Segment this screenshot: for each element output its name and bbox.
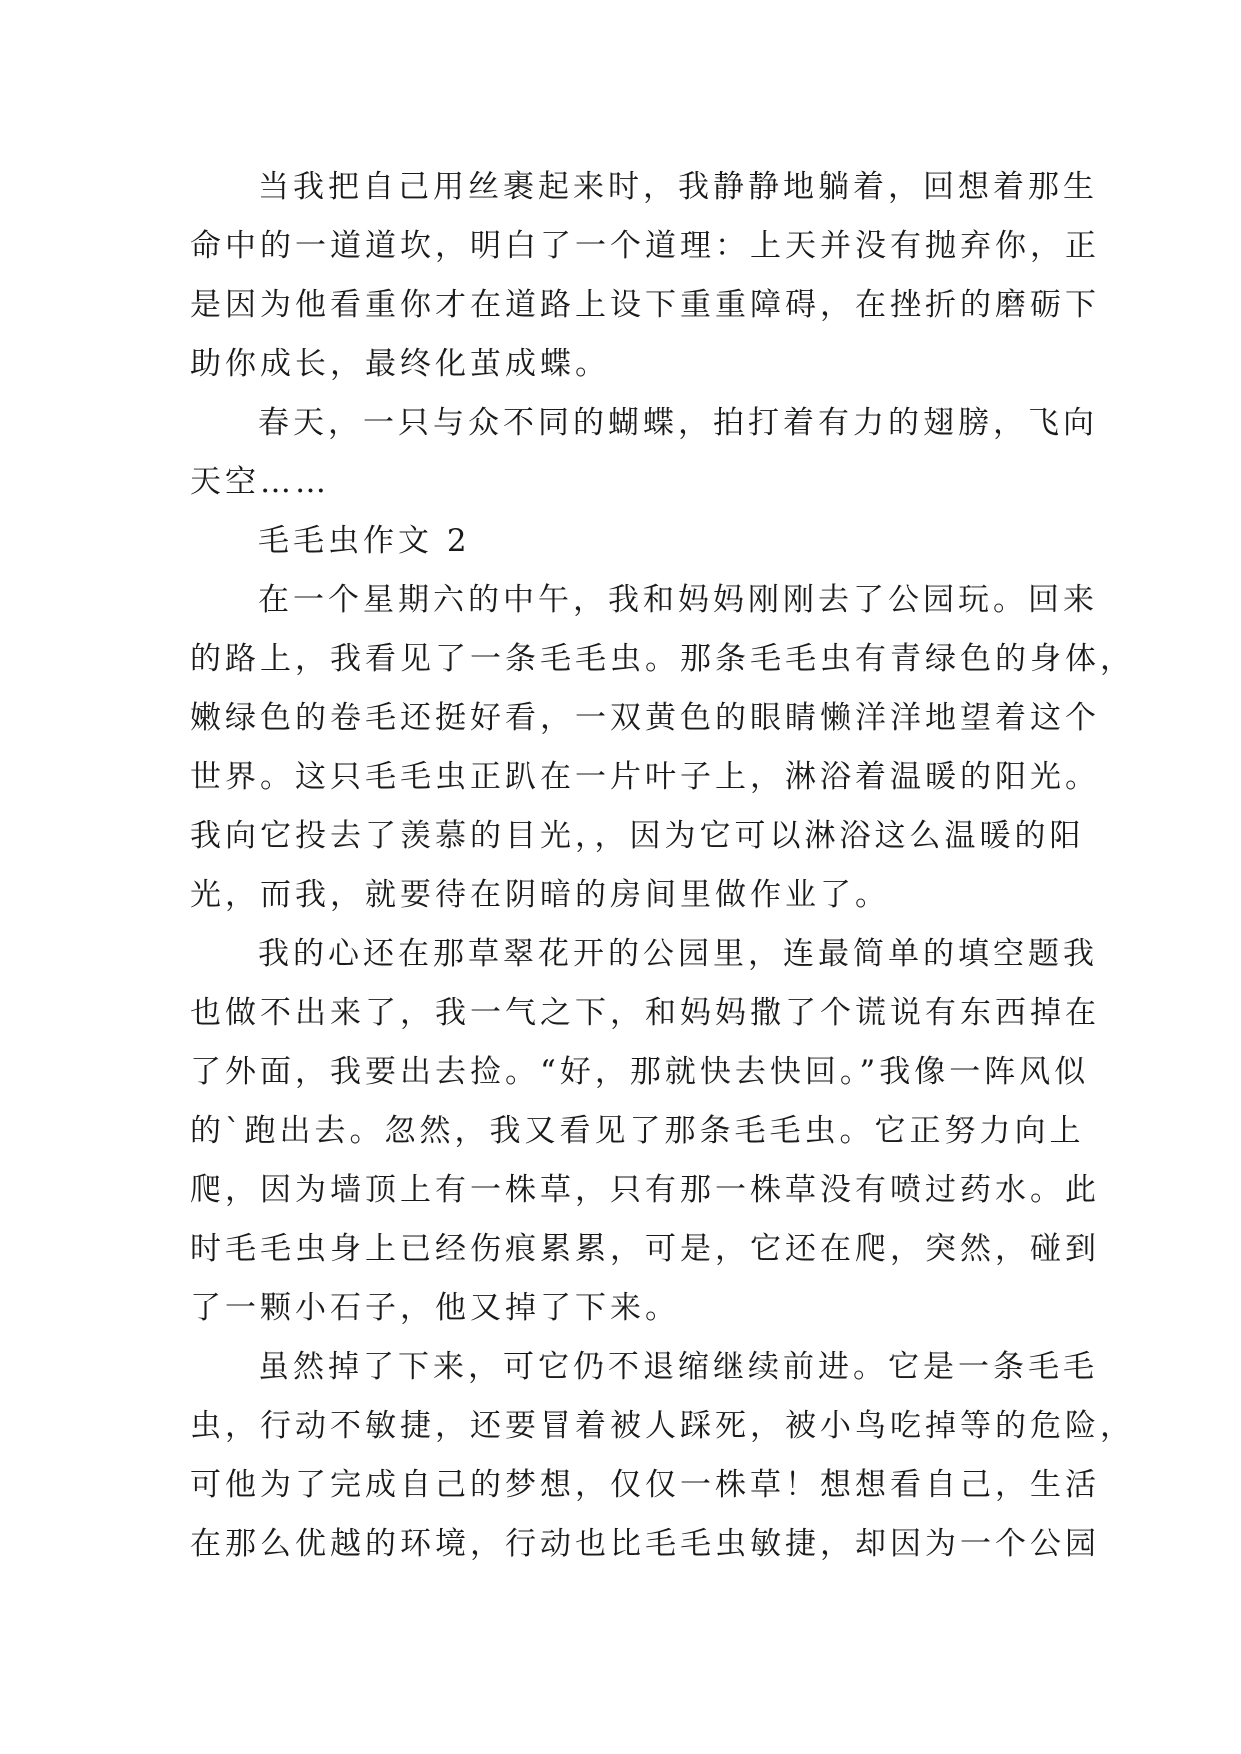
paragraph	[190, 394, 1098, 512]
text-line: 虽然掉了下来，可它仍不退缩继续前进。它是一条毛毛	[258, 1349, 1098, 1385]
text-line: 我的心还在那草翠花开的公园里，连最简单的填空题我	[258, 936, 1098, 972]
text-line: 时毛毛虫身上已经伤痕累累，可是，它还在爬，突然，碰到	[190, 1231, 1100, 1267]
text-line: 的路上，我看见了一条毛毛虫。那条毛毛虫有青绿色的身体，	[190, 641, 1135, 677]
document-body	[190, 158, 1135, 1574]
text-line: 是因为他看重你才在道路上设下重重障碍，在挫折的磨砺下	[190, 287, 1100, 323]
paragraph	[190, 1338, 1135, 1574]
text-line: 在那么优越的环境，行动也比毛毛虫敏捷，却因为一个公园	[190, 1526, 1100, 1562]
text-line: 了外面，我要出去捡。“好，那就快去快回。”我像一阵风似	[190, 1054, 1090, 1090]
text-line: 世界。这只毛毛虫正趴在一片叶子上，淋浴着温暖的阳光。	[190, 759, 1100, 795]
text-line: 虫，行动不敏捷，还要冒着被人踩死，被小鸟吃掉等的危险，	[190, 1408, 1135, 1444]
text-line: 助你成长，最终化茧成蝶。	[190, 346, 610, 382]
paragraph	[190, 925, 1100, 1338]
text-line: 在一个星期六的中午，我和妈妈刚刚去了公园玩。回来	[258, 582, 1098, 618]
text-line: 光，而我，就要待在阴暗的房间里做作业了。	[190, 877, 890, 913]
section-title	[190, 512, 1050, 571]
text-line: 的`跑出去。忽然，我又看见了那条毛毛虫。它正努力向上	[190, 1113, 1085, 1149]
paragraph	[190, 571, 1135, 925]
text-line: 春天，一只与众不同的蝴蝶，拍打着有力的翅膀，飞向	[258, 405, 1098, 441]
text-line: 嫩绿色的卷毛还挺好看，一双黄色的眼睛懒洋洋地望着这个	[190, 700, 1100, 736]
text-line: 当我把自己用丝裹起来时，我静静地躺着，回想着那生	[258, 169, 1098, 205]
text-line: 我向它投去了羡慕的目光，，因为它可以淋浴这么温暖的阳	[190, 818, 1085, 854]
text-line: 可他为了完成自己的梦想，仅仅一株草！想想看自己，生活	[190, 1467, 1100, 1503]
text-line: 了一颗小石子，他又掉了下来。	[190, 1290, 680, 1326]
paragraph	[190, 158, 1100, 394]
text-line: 爬，因为墙顶上有一株草，只有那一株草没有喷过药水。此	[190, 1172, 1100, 1208]
text-line: 天空……	[190, 464, 330, 500]
text-line: 命中的一道道坎，明白了一个道理：上天并没有抛弃你，正	[190, 228, 1100, 264]
section-title-text: 毛毛虫作文 2	[258, 523, 471, 559]
text-line: 也做不出来了，我一气之下，和妈妈撒了个谎说有东西掉在	[190, 995, 1100, 1031]
